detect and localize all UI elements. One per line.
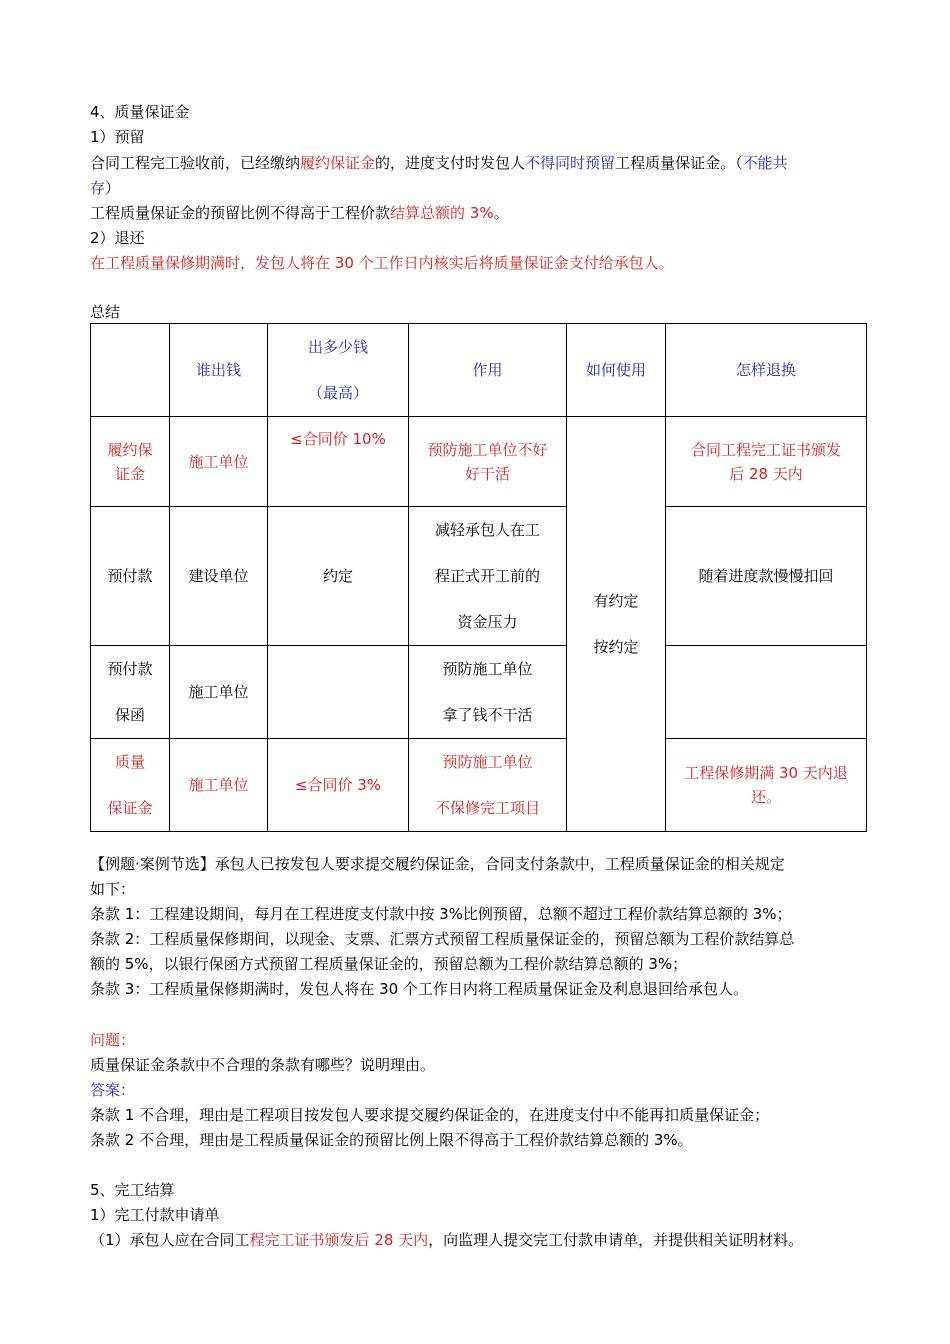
clause-2: 条款 2：工程质量保修期间，以现金、支票、汇票方式预留工程质量保证金的，预留总额为工程价款结算总	[90, 930, 795, 948]
question-label: 问题：	[90, 1031, 136, 1049]
row-who: 施工单位	[170, 646, 268, 739]
row-purpose: 预防施工单位 拿了钱不干活	[409, 646, 567, 739]
row-purpose: 减轻承包人在工 程正式开工前的 资金压力	[409, 507, 567, 646]
table-row	[91, 739, 867, 832]
table-row	[91, 507, 867, 646]
header-amount: 出多少钱 （最高）	[268, 324, 409, 417]
paragraph-line: 合同工程完工验收前，已经缴纳履约保证金的，进度支付时发包人不得同时预留工程质量保证金。（不能共	[90, 154, 788, 172]
answer-1: 条款 1 不合理，理由是工程项目按发包人要求提交履约保证金的，在进度支付中不能再扣质量保证金；	[90, 1106, 770, 1124]
row-purpose: 预防施工单位不好 好干活	[409, 417, 567, 507]
row-amount: 约定	[268, 507, 409, 646]
paragraph-line: 工程质量保证金的预留比例不得高于工程价款结算总额的 3%。	[90, 204, 509, 222]
clause-2-cont: 额的 5%，以银行保函方式预留工程质量保证金的，预留总额为工程价款结算总额的 3%；	[90, 955, 688, 973]
header-purpose: 作用	[409, 324, 567, 417]
answer-2: 条款 2 不合理，理由是工程质量保证金的预留比例上限不得高于工程价款结算总额的 3%。	[90, 1131, 693, 1149]
clause-3: 条款 3：工程质量保修期满时，发包人将在 30 个工作日内将工程质量保证金及利息退回给承包人。	[90, 980, 748, 998]
section-4-heading: 4、质量保证金	[90, 103, 190, 121]
row-name: 履约保 证金	[91, 417, 170, 507]
subheading-reserve: 1）预留	[90, 128, 145, 146]
row-name: 预付款 保函	[91, 646, 170, 739]
row-amount	[268, 646, 409, 739]
question-text: 质量保证金条款中不合理的条款有哪些？说明理由。	[90, 1056, 436, 1074]
answer-label: 答案：	[90, 1081, 136, 1099]
row-name: 预付款	[91, 507, 170, 646]
summary-title: 总结	[90, 303, 121, 321]
row-name: 质量 保证金	[91, 739, 170, 832]
row-refund: 合同工程完工证书颁发 后 28 天内	[666, 417, 867, 507]
header-who: 谁出钱	[170, 324, 268, 417]
header-refund: 怎样退换	[666, 324, 867, 417]
example-intro-cont: 如下：	[90, 880, 136, 898]
table-header-row	[91, 324, 867, 417]
use-merged-cell: 有约定 按约定	[567, 417, 666, 832]
paragraph-line: 存）	[90, 179, 121, 197]
table-cell	[91, 324, 170, 417]
row-amount: ≤合同价 3%	[268, 739, 409, 832]
section-5-heading: 5、完工结算	[90, 1181, 175, 1199]
row-refund	[666, 646, 867, 739]
row-refund: 随着进度款慢慢扣回	[666, 507, 867, 646]
row-amount: ≤合同价 10%	[268, 417, 409, 507]
subheading-refund: 2）退还	[90, 229, 145, 247]
summary-table	[90, 323, 867, 832]
header-use: 如何使用	[567, 324, 666, 417]
subheading-completion: 1）完工付款申请单	[90, 1206, 220, 1224]
table-row	[91, 417, 867, 507]
row-who: 建设单位	[170, 507, 268, 646]
clause-1: 条款 1：工程建设期间，每月在工程进度支付款中按 3%比例预留，总额不超过工程价款结算总额的 3%；	[90, 905, 792, 923]
paragraph-line: （1）承包人应在合同工程完工证书颁发后 28 天内，向监理人提交完工付款申请单，并提供相关证明材料。	[90, 1231, 804, 1249]
paragraph-line: 在工程质量保修期满时，发包人将在 30 个工作日内核实后将质量保证金支付给承包人。	[90, 254, 674, 272]
example-intro: 【例题·案例节选】承包人已按发包人要求提交履约保证金，合同支付条款中，工程质量保证金的相关规定	[90, 855, 785, 873]
row-who: 施工单位	[170, 417, 268, 507]
row-who: 施工单位	[170, 739, 268, 832]
row-refund: 工程保修期满 30 天内退 还。	[666, 739, 867, 832]
row-purpose: 预防施工单位 不保修完工项目	[409, 739, 567, 832]
table-row	[91, 646, 867, 739]
